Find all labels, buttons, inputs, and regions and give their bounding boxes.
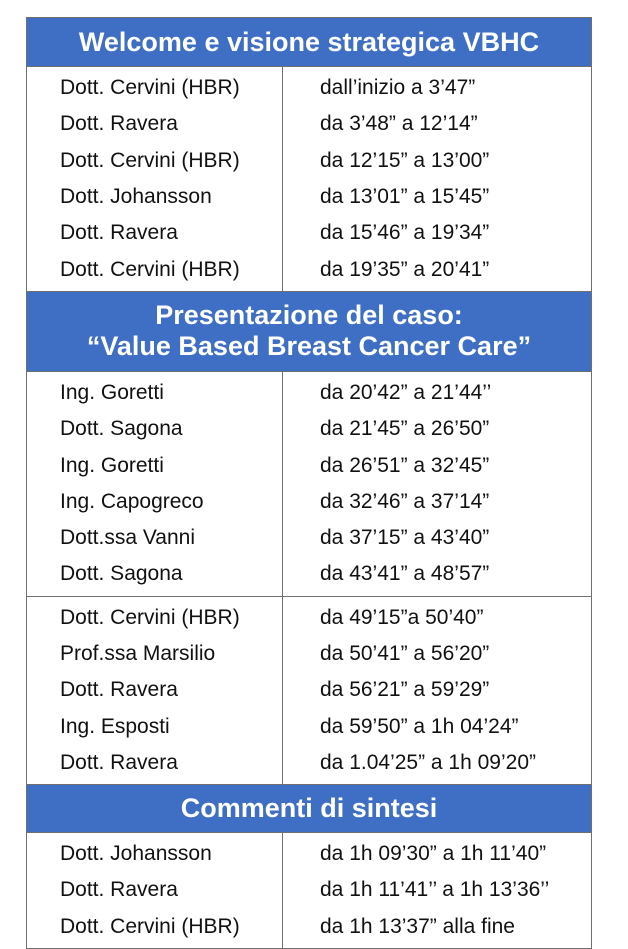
time-cell: da 59’50” a 1h 04’24” [320,714,519,738]
time-cell: da 26’51” a 32’45” [320,453,490,477]
speaker-cell: Ing. Goretti [60,380,164,404]
table-row [27,106,591,142]
section-header-welcome [27,18,591,67]
speaker-cell: Ing. Goretti [60,453,164,477]
table-row [27,411,591,447]
speaker-cell: Ing. Esposti [60,714,170,738]
speaker-cell: Dott. Ravera [60,112,178,136]
speaker-cell: Ing. Capogreco [60,489,204,513]
table-row [27,520,591,556]
speaker-cell: Dott. Cervini (HBR) [60,257,240,281]
table-row [27,179,591,215]
speaker-cell: Dott. Johansson [60,185,212,209]
speaker-cell: Dott. Cervini (HBR) [60,76,240,100]
speaker-cell: Dott.ssa Vanni [60,526,196,550]
row-group [27,67,591,292]
table-row [27,672,591,708]
time-cell: da 1h 13’37” alla fine [320,914,515,938]
table-row [27,745,591,781]
table-row [27,375,591,411]
schedule-table [26,17,592,949]
speaker-cell: Dott. Ravera [60,678,178,702]
table-row [27,70,591,106]
time-cell: da 1h 11’41’’ a 1h 13’36’’ [320,878,550,902]
time-cell: da 1h 09’30” a 1h 11’40” [320,842,547,866]
section-title: Welcome e visione strategica VBHC [78,26,540,57]
time-cell: dall’inizio a 3’47” [320,76,476,100]
table-row [27,251,591,287]
table-row [27,600,591,636]
table-row [27,708,591,744]
speaker-cell: Dott. Sagona [60,417,183,441]
time-cell: da 19’35” a 20’41” [320,257,490,281]
table-row [27,636,591,672]
row-group [27,372,591,597]
section-title: Presentazione del caso: [155,300,463,331]
speaker-cell: Dott. Ravera [60,750,178,774]
table-row [27,909,591,945]
time-cell: da 32’46” a 37’14” [320,489,490,513]
time-cell: da 37’15” a 43’40” [320,526,490,550]
section-subtitle: “Value Based Breast Cancer Care” [86,331,532,362]
section-header-case-presentation [27,292,591,372]
speaker-cell: Dott. Ravera [60,878,178,902]
time-cell: da 1.04’25” a 1h 09’20” [320,750,536,774]
speaker-cell: Dott. Johansson [60,842,212,866]
time-cell: da 50’41” a 56’20” [320,642,490,665]
speaker-cell: Dott. Cervini (HBR) [60,605,240,629]
time-cell: da 15’46” a 19’34” [320,221,490,245]
row-group [27,833,591,948]
table-row [27,215,591,251]
time-cell: da 56’21” a 59’29” [320,678,490,702]
speaker-cell: Prof.ssa Marsilio [60,642,216,665]
table-row [27,836,591,872]
table-row [27,556,591,592]
table-row [27,143,591,179]
time-cell: da 21’45” a 26’50” [320,417,490,441]
speaker-cell: Dott. Sagona [60,562,183,586]
row-group [27,597,591,785]
section-header-summary [27,785,591,833]
table-row [27,872,591,908]
time-cell: da 49’15”a 50’40” [320,605,484,629]
speaker-cell: Dott. Cervini (HBR) [60,148,240,172]
time-cell: da 20’42” a 21’44’’ [320,380,492,404]
speaker-cell: Dott. Ravera [60,221,178,245]
section-title: Commenti di sintesi [180,793,438,824]
time-cell: da 13’01” a 15’45” [320,185,490,209]
time-cell: da 12’15” a 13’00” [320,148,490,172]
speaker-cell: Dott. Cervini (HBR) [60,914,240,938]
time-cell: da 43’41” a 48’57” [320,562,490,586]
table-row [27,447,591,483]
table-row [27,484,591,520]
time-cell: da 3’48” a 12’14” [320,112,478,136]
